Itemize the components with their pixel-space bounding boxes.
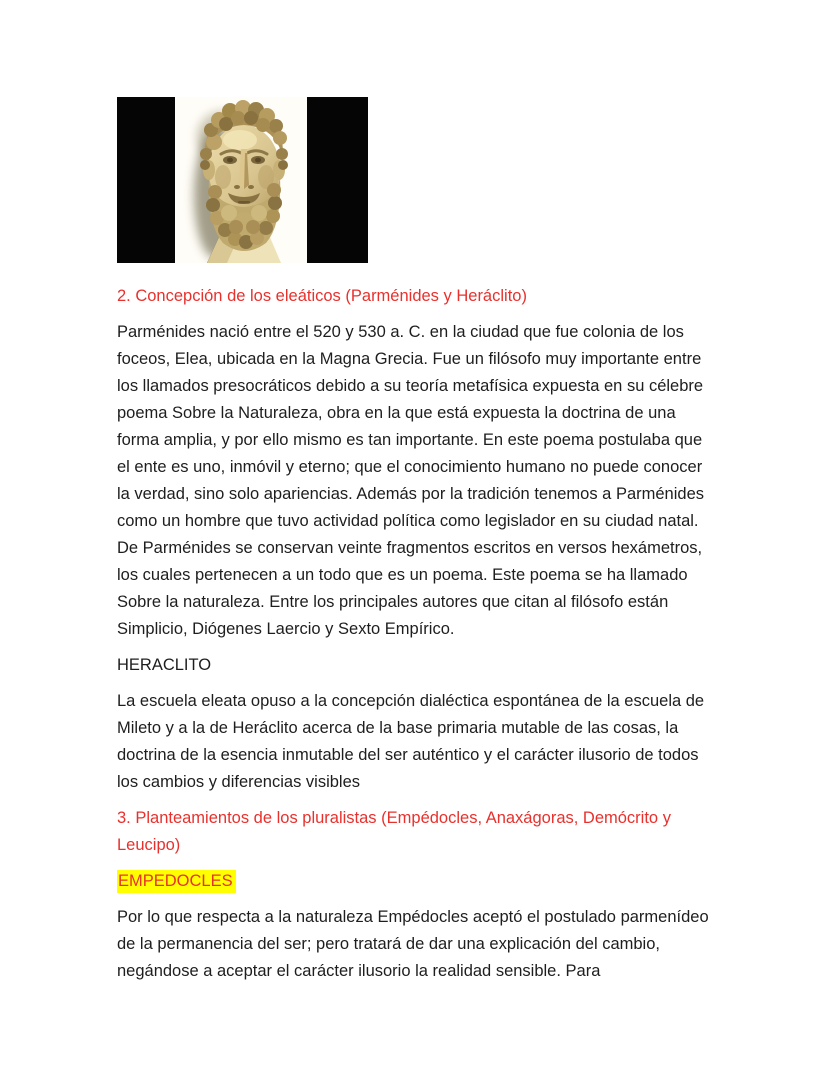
paragraph-heraclito: La escuela eleata opuso a la concepción dialéctica espontánea de la escuela de Mileto y a la de Heráclito acerca de la base primaria mutable de las cosas, la doctrina de la esencia inmutable del ser auténtico y el carácter ilusorio de todos los cambios y diferencias visibles — [117, 692, 705, 791]
paragraph-parmenides: Parménides nació entre el 520 y 530 a. C. en la ciudad que fue colonia de los foceos, Elea, ubicada en la Magna Grecia. Fue un filósofo muy importante entre los llamados presocráticos debido a su teoría metafísica expuesta en su célebre poema Sobre la Naturaleza, obra en la que está expuesta la doctrina de una forma amplia, y por ello mismo es tan importante. En este poema postulaba que el ente es uno, inmóvil y eterno; que el conocimiento humano no puede conocer la verdad, sino solo apariencias. Además por la tradición tenemos a Parménides como un hombre que tuvo actividad política como legislador en su ciudad natal. De Parménides se conservan veinte fragmentos escritos en versos hexámetros, los cuales pertenecen a un todo que es un poema. Este poema se ha llamado Sobre la naturaleza. Entre los principales autores que citan al filósofo están Simplicio, Diógenes Laercio y Sexto Empírico. — [117, 323, 704, 638]
heading-pluralists: 3. Planteamientos de los pluralistas (Empédocles, Anaxágoras, Demócrito y Leucipo) — [117, 809, 671, 854]
empedocles-highlight: EMPEDOCLES — [117, 870, 236, 893]
heading-heraclito: HERACLITO — [117, 656, 212, 674]
paragraph-empedocles: Por lo que respecta a la naturaleza Empédocles aceptó el postulado parmenídeo de la permanencia del ser; pero tratará de dar una explicación del cambio, negándose a aceptar el carácter ilusorio la realidad sensible. Para — [117, 908, 709, 980]
left-black-bar — [117, 97, 175, 263]
parmenides-bust-image — [117, 97, 368, 263]
parmenides-bust-graphic — [117, 97, 368, 263]
heading-eleatics: 2. Concepción de los eleáticos (Parménides y Heráclito) — [117, 287, 527, 305]
document-content — [117, 97, 713, 994]
heading-empedocles — [117, 868, 713, 895]
right-black-bar — [307, 97, 368, 263]
